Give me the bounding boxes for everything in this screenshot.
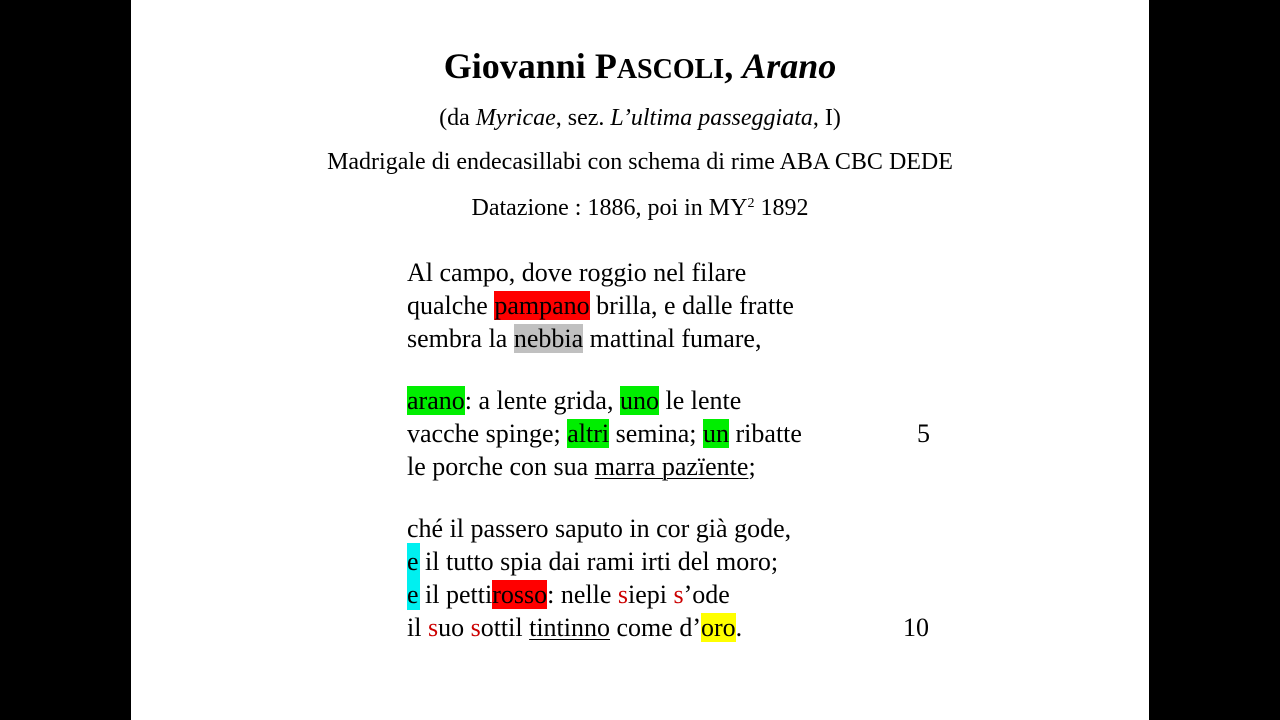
line-number-5: 5 <box>917 419 930 448</box>
dating-suffix: 1892 <box>754 195 809 221</box>
verse-8 <box>407 545 778 578</box>
highlight-red: rosso <box>492 580 548 609</box>
verse-text: uo <box>438 613 471 642</box>
verse-text: brilla, e dalle fratte <box>589 291 794 320</box>
alliteration-s: s <box>427 613 439 642</box>
anaphora-e: e <box>407 547 419 576</box>
highlight-green: arano <box>407 386 465 415</box>
highlight-yellow: oro <box>700 613 736 642</box>
source-collection: Myricae <box>475 105 556 131</box>
author-last-smallcaps: ASCOLI <box>616 54 725 85</box>
verse-text: sembra la <box>407 324 514 353</box>
highlight-gray: nebbia <box>513 324 584 353</box>
dating-prefix: Datazione : 1886, poi in MY <box>471 195 748 221</box>
verse-text: : nelle <box>547 580 618 609</box>
verse-text: le lente <box>658 386 742 415</box>
verse-1: Al campo, dove roggio nel filare <box>407 258 747 287</box>
anaphora-e: e <box>407 580 419 609</box>
slide <box>131 0 1149 720</box>
verse-text: qualche <box>407 291 495 320</box>
verse-text: semina; <box>609 419 704 448</box>
verse-10 <box>407 611 742 644</box>
poem-title: Arano <box>742 46 837 86</box>
verse-text: : a lente grida, <box>464 386 620 415</box>
dating-superscript: 2 <box>747 196 755 211</box>
dating-line <box>131 193 1149 223</box>
line-number-10: 10 <box>903 613 929 642</box>
highlight-red: pampano <box>494 291 590 320</box>
verse-text: iepi <box>628 580 674 609</box>
alliteration-s: s <box>617 580 629 609</box>
verse-3 <box>407 322 761 355</box>
verse-2 <box>407 289 794 322</box>
form-line: Madrigale di endecasillabi con schema di rime ABA CBC DEDE <box>327 149 953 175</box>
verse-text: ottil <box>480 613 530 642</box>
verse-9 <box>407 578 730 611</box>
verse-text: vacche spinge; <box>407 419 568 448</box>
source-prefix: (da <box>439 105 476 131</box>
verse-text: ’ode <box>683 580 730 609</box>
highlight-green: uno <box>619 386 659 415</box>
author-last-initial: P <box>594 46 617 86</box>
verse-text: le porche con sua <box>407 452 595 481</box>
verse-text: il petti <box>418 580 493 609</box>
verse-text: il <box>407 613 428 642</box>
verse-4 <box>407 384 741 417</box>
underlined-text: tintinno <box>529 613 611 642</box>
verse-text: mattinal fumare, <box>583 324 762 353</box>
source-mid: , sez. <box>555 105 611 131</box>
alliteration-s: s <box>470 613 481 642</box>
author-first-name: Giovanni <box>443 46 595 86</box>
underlined-text: marra pazïente <box>594 452 749 481</box>
verse-text: ; <box>748 452 756 481</box>
highlight-green: un <box>703 419 730 448</box>
verse-6 <box>407 450 756 483</box>
verse-5 <box>407 417 802 450</box>
source-suffix: , I) <box>812 105 841 131</box>
verse-text: . <box>735 613 743 642</box>
verse-text: come d’ <box>610 613 701 642</box>
title-separator: , <box>724 46 743 86</box>
source-section: L’ultima passeggiata <box>610 105 813 131</box>
verse-text: ribatte <box>729 419 802 448</box>
page-title <box>131 44 1149 92</box>
verse-text: il tutto spia dai rami irti del moro; <box>418 547 779 576</box>
source-line <box>131 103 1149 133</box>
verse-7: ché il passero saputo in cor già gode, <box>407 514 792 543</box>
highlight-green: altri <box>567 419 610 448</box>
alliteration-s: s <box>673 580 684 609</box>
